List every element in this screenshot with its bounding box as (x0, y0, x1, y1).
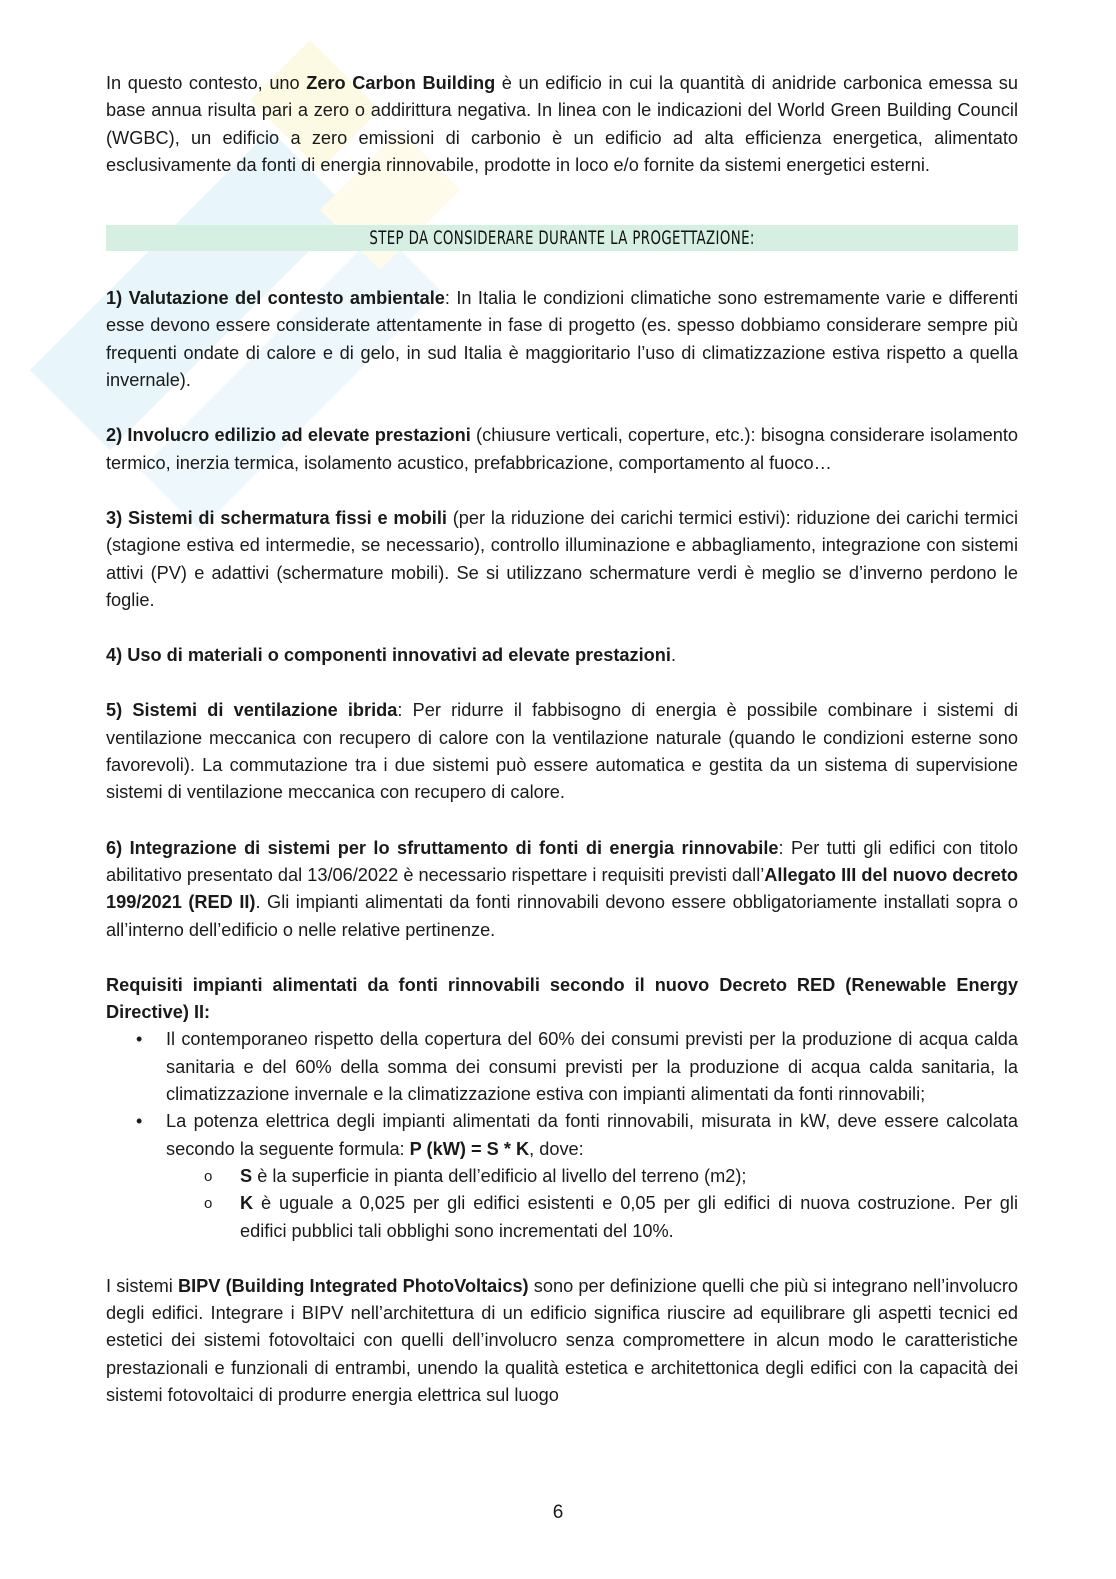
step-3: 3) Sistemi di schermatura fissi e mobili (per la riduzione dei carichi termici estivi): riduzione dei carichi termici (stagione estiva ed intermedie, se necessario), controllo illuminazione e abbagliamento, integrazione con sistemi attivi (PV) e adattivi (schermature mobili). Se si utilizzano schermature verdi è meglio se d’inverno perdono le foglie. (106, 507, 1018, 610)
document-page (106, 70, 1018, 1409)
formula-definitions (166, 1163, 1018, 1245)
step-1: 1) Valutazione del contesto ambientale: In Italia le condizioni climatiche sono estremamente varie e differenti esse devono essere considerate attentamente in fase di progetto (es. spesso dobbiamo considerare sempre più frequenti ondate di calore e di gelo, in sud Italia è maggioritario l’uso di climatizzazione estiva rispetto a quella invernale). (106, 288, 1019, 391)
sub-list-item: o K è uguale a 0,025 per gli edifici esistenti e 0,05 per gli edifici di nuova costruzione. Per gli edifici pubblici tali obblighi sono incrementati del 10%. (106, 1190, 1018, 1245)
intro-paragraph: In questo contesto, uno Zero Carbon Building è un edificio in cui la quantità di anidride carbonica emessa su base annua risulta pari a zero o addirittura negativa. In linea con le indicazioni del World Green Building Council (WGBC), un edificio a zero emissioni di carbonio è un edificio ad alta efficienza energetica, alimentato esclusivamente da fonti di energia rinnovabile, prodotte in loco e/o fornite da sistemi energetici esterni. (106, 73, 1019, 175)
step-6: 6) Integrazione di sistemi per lo sfruttamento di fonti di energia rinnovabile: Per tutti gli edifici con titolo abilitativo presentato dal 13/06/2022 è necessario rispettare i requisiti previsti dall’Allegato III del nuovo decreto 199/2021 (RED II). Gli impianti alimentati da fonti rinnovabili devono essere obbligatoriamente installati sopra o all’interno dell’edificio o nelle relative pertinenze. (106, 837, 1018, 940)
step-5: 5) Sistemi di ventilazione ibrida: Per ridurre il fabbisogno di energia è possibile combinare i sistemi di ventilazione meccanica con recupero di calore con la ventilazione naturale (quando le condizioni esterne sono favorevoli). La commutazione tra i due sistemi può essere automatica e gestita da un sistema di supervisione sistemi di ventilazione meccanica con recupero di calore. (106, 700, 1018, 803)
zero-carbon-term: Zero Carbon Building (306, 73, 496, 93)
requirements-title: Requisiti impianti alimentati da fonti rinnovabili secondo il nuovo Decreto RED (Renewable Energy Directive) II: (106, 974, 1018, 1023)
section-heading (106, 225, 1018, 251)
list-item: • Il contemporaneo rispetto della copertura del 60% dei consumi previsti per la produzione di acqua calda sanitaria e del 60% della somma dei consumi previsti per la produzione di acqua calda sanitaria, la climatizzazione invernale e la climatizzazione estiva con impianti alimentati da fonti rinnovabili; (106, 1026, 1018, 1108)
requirements-list (106, 1026, 1018, 1244)
list-item: • La potenza elettrica degli impianti alimentati da fonti rinnovabili, misurata in kW, deve essere calcolata secondo la seguente formula: P (kW) = S * K, dove: o S è la superficie in pianta dell’edificio al livello del terreno (m2); o K è uguale a 0,025 per gli edifici esistenti e 0,05 per gli edifici di nuova costruzione. Per gli edifici pubblici tali obblighi sono incrementati del 10%. (106, 1108, 1018, 1244)
section-heading-text: STEP DA CONSIDERARE DURANTE LA PROGETTAZIONE: (369, 227, 755, 250)
step-4: 4) Uso di materiali o componenti innovativi ad elevate prestazioni. (106, 645, 677, 666)
step-2: 2) Involucro edilizio ad elevate prestazioni (chiusure verticali, coperture, etc.): bisogna considerare isolamento termico, inerzia termica, isolamento acustico, prefabbricazione, comportamento al fuoco… (106, 425, 1018, 473)
formula: P (kW) = S * K (409, 1138, 530, 1159)
sub-list-item: o S è la superficie in pianta dell’edificio al livello del terreno (m2); (106, 1163, 1018, 1190)
bipv-paragraph: I sistemi BIPV (Building Integrated PhotoVoltaics) sono per definizione quelli che più si integrano nell’involucro degli edifici. Integrare i BIPV nell’architettura di un edificio significa riuscire ad equilibrare gli aspetti tecnici ed estetici dei sistemi fotovoltaici con quelli dell’involucro senza compromettere in alcun modo le caratteristiche prestazionali e funzionali di entrambi, unendo la qualità estetica e architettonica degli edifici con la capacità dei sistemi fotovoltaici di produrre energia elettrica sul luogo (106, 1275, 1018, 1405)
page-number: 6 (552, 1502, 564, 1523)
bipv-term: BIPV (Building Integrated PhotoVoltaics) (177, 1275, 529, 1296)
